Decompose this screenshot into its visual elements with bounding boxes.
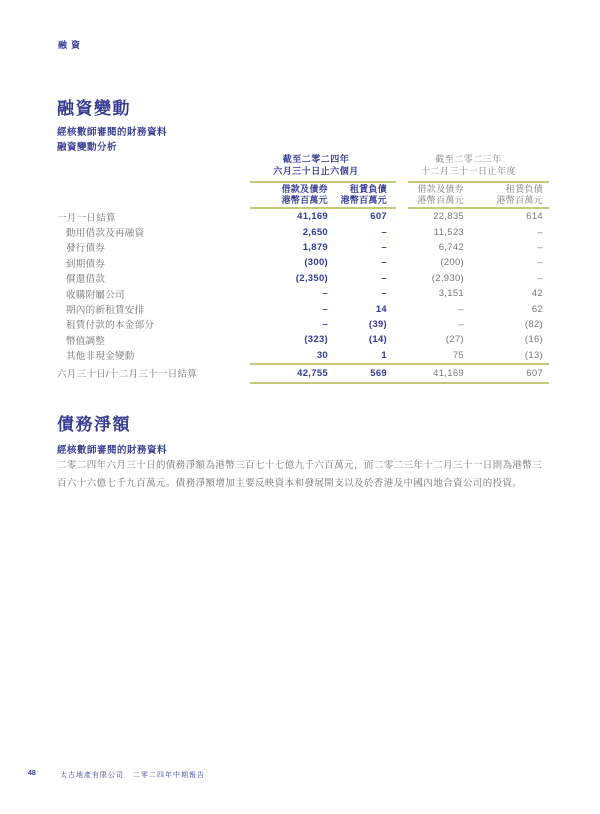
- cell-value: 41,169: [433, 367, 464, 379]
- row-label: 期內的新租賃安排: [66, 305, 145, 317]
- cell-value: (300): [304, 257, 328, 269]
- table-row: [57, 240, 549, 255]
- cell-value: –: [537, 272, 543, 284]
- cell-value: (16): [524, 334, 543, 346]
- cell-value: –: [458, 318, 464, 330]
- cell-value: –: [322, 288, 328, 300]
- cell-value: 1,879: [302, 241, 328, 253]
- cell-value: –: [381, 241, 387, 253]
- row-label: 租賃付款的本金部分: [66, 320, 155, 332]
- total-rule-bottom: [250, 382, 549, 384]
- cell-value: –: [381, 226, 387, 238]
- cell-value: 607: [370, 211, 387, 223]
- cell-value: (2,930): [431, 272, 464, 284]
- cell-value: (2,350): [295, 272, 328, 284]
- financing-table: [57, 152, 549, 384]
- row-label: 收購附屬公司: [66, 289, 125, 301]
- cell-value: (200): [440, 257, 464, 269]
- cell-value: 3,151: [438, 288, 464, 300]
- cell-value: 42,755: [297, 367, 328, 379]
- cell-value: (13): [524, 349, 543, 361]
- cell-value: 1: [381, 349, 387, 361]
- cell-value: 41,169: [297, 211, 328, 223]
- table-column-headers: [250, 184, 549, 206]
- table-body: [57, 209, 549, 363]
- table-row: [57, 301, 549, 316]
- cell-value: 607: [526, 367, 543, 379]
- running-head: 融資: [58, 40, 85, 50]
- cell-value: –: [381, 272, 387, 284]
- footer-title: [60, 770, 205, 780]
- financing-subheading: [57, 126, 167, 155]
- table-row: [57, 332, 549, 347]
- row-label: 到期債券: [66, 258, 106, 270]
- financing-section-heading: 融資變動: [57, 99, 131, 118]
- cell-value: –: [322, 318, 328, 330]
- row-label: 償還借款: [66, 274, 106, 286]
- page-number: 48: [28, 770, 36, 777]
- cell-value: 75: [452, 349, 464, 361]
- row-label: 其他非現金變動: [66, 351, 135, 363]
- column-header-borrowings-2024: 借款及債券 港幣百萬元: [281, 184, 328, 205]
- cell-value: –: [537, 241, 543, 253]
- financing-subheading-line2: 融資變動分析: [57, 141, 118, 153]
- cell-value: (82): [524, 318, 543, 330]
- table-group-header-2023: 截至二零二三年 十二月三十一日止年度: [420, 154, 516, 176]
- table-row: [57, 348, 549, 363]
- row-label: 動用借款及再融資: [66, 228, 145, 240]
- cell-value: –: [537, 226, 543, 238]
- cell-value: 11,523: [433, 226, 464, 238]
- financing-subheading-line1: 經核數師審閱的財務資料: [57, 127, 168, 138]
- cell-value: 569: [370, 367, 387, 379]
- cell-value: 62: [531, 303, 543, 315]
- cell-value: –: [458, 303, 464, 315]
- cell-value: 30: [316, 349, 328, 361]
- row-label: 發行債券: [66, 243, 106, 255]
- table-group-header-2024: 截至二零二四年 六月三十日止六個月: [273, 154, 359, 176]
- cell-value: (14): [368, 334, 387, 346]
- table-row: [57, 209, 549, 224]
- total-row-label: 六月三十日/十二月三十一日結算: [57, 369, 198, 380]
- table-row: [57, 224, 549, 239]
- cell-value: (323): [304, 334, 328, 346]
- footer-company: 太古地產有限公司: [60, 772, 124, 779]
- net-debt-paragraph: 二零二四年六月三十日的債務淨額為港幣三百七十七億九千六百萬元，而二零二三年十二月三十一日則為港幣三百六十六億七千九百萬元。債務淨額增加主要反映資本和發展開支以及於香港及中國內地合資公司的投資。: [57, 460, 543, 489]
- net-debt-subheading: 經核數師審閱的財務資料: [57, 445, 168, 456]
- cell-value: –: [537, 257, 543, 269]
- table-total-row: [57, 365, 549, 381]
- table-row: [57, 255, 549, 270]
- table-row: [57, 317, 549, 332]
- cell-value: 14: [375, 303, 387, 315]
- cell-value: 22,835: [433, 211, 464, 223]
- column-header-lease-2024: 租賃負債 港幣百萬元: [340, 184, 387, 205]
- table-row: [57, 271, 549, 286]
- row-label: 幣值調整: [66, 335, 106, 347]
- cell-value: 42: [531, 288, 543, 300]
- cell-value: –: [381, 257, 387, 269]
- cell-value: –: [381, 288, 387, 300]
- table-row: [57, 286, 549, 301]
- cell-value: 614: [526, 211, 543, 223]
- cell-value: 6,742: [438, 241, 464, 253]
- cell-value: –: [322, 303, 328, 315]
- footer-report: 二零二四年中期報告: [133, 772, 205, 779]
- cell-value: 2,650: [302, 226, 328, 238]
- cell-value: (27): [445, 334, 464, 346]
- column-header-borrowings-2023: 借款及債券 港幣百萬元: [417, 184, 464, 205]
- header-rule-right: [408, 181, 549, 183]
- column-header-lease-2023: 租賃負債 港幣百萬元: [496, 184, 543, 205]
- cell-value: (39): [368, 318, 387, 330]
- row-label: 一月一日結算: [57, 212, 116, 224]
- net-debt-section-heading: 債務淨額: [57, 415, 131, 434]
- header-rule-left: [250, 181, 396, 183]
